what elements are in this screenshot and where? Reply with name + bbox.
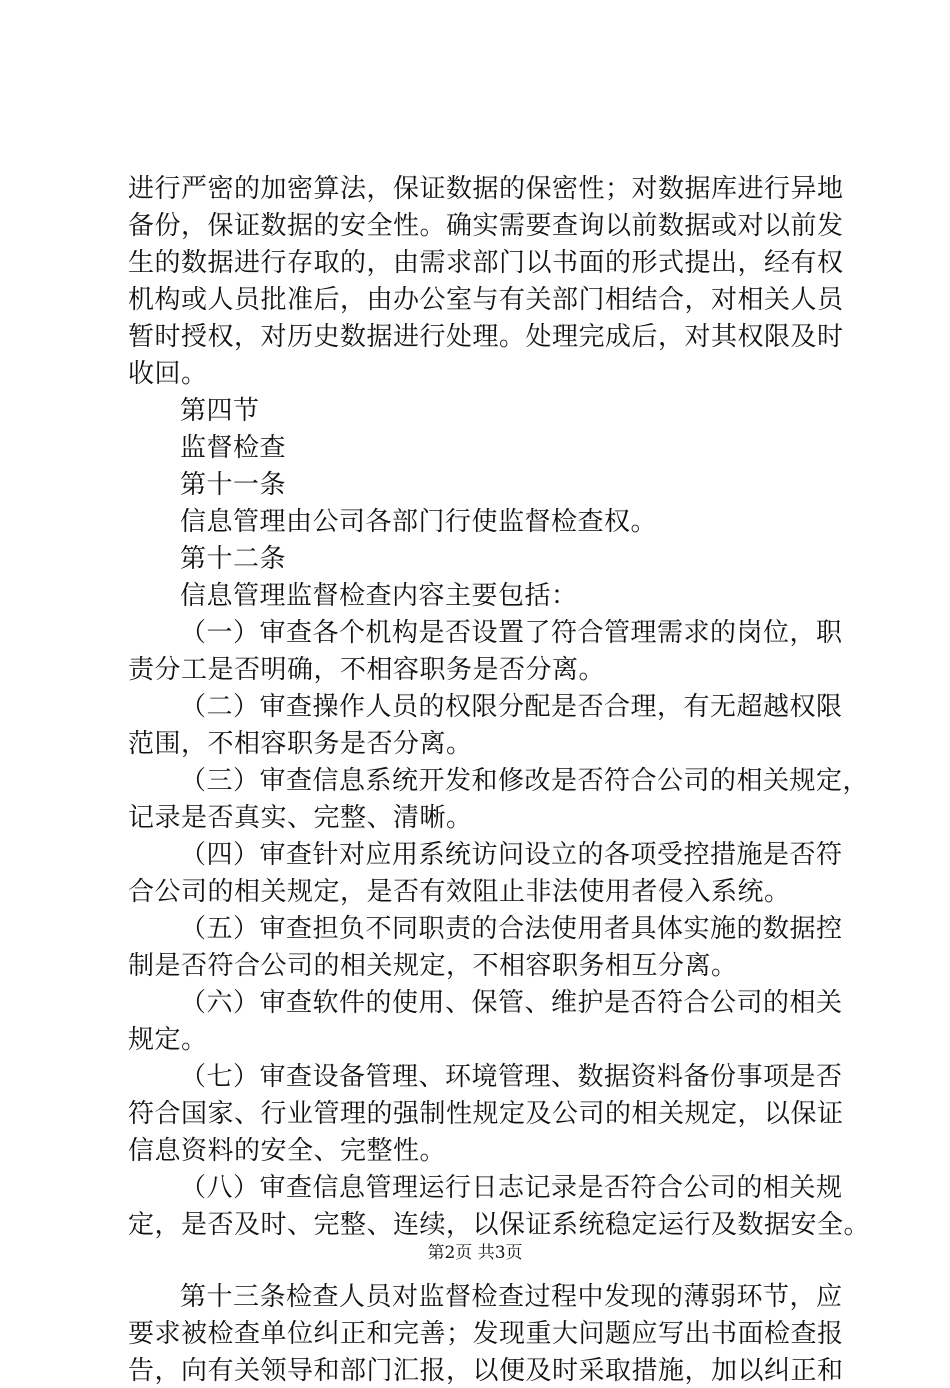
article-heading: 第十二条	[180, 544, 287, 574]
list-item: （六）审查软件的使用、保管、维护是否符合公司的相关	[180, 988, 843, 1018]
text-line: 合公司的相关规定，是否有效阻止非法使用者侵入系统。	[128, 877, 791, 907]
text-line: 暂时授权，对历史数据进行处理。处理完成后，对其权限及时	[128, 322, 844, 352]
list-item: （五）审查担负不同职责的合法使用者具体实施的数据控	[180, 914, 843, 944]
list-item: （七）审查设备管理、环境管理、数据资料备份事项是否	[180, 1062, 843, 1092]
text-line: 记录是否真实、完整、清晰。	[128, 803, 473, 833]
text-line: 生的数据进行存取的，由需求部门以书面的形式提出，经有权	[128, 248, 844, 278]
text-line: 制是否符合公司的相关规定，不相容职务相互分离。	[128, 951, 738, 981]
list-item: （二）审查操作人员的权限分配是否合理，有无超越权限	[180, 692, 843, 722]
text-line: 要求被检查单位纠正和完善；发现重大问题应写出书面检查报	[128, 1319, 844, 1349]
list-item: （三）审查信息系统开发和修改是否符合公司的相关规定，	[180, 766, 870, 796]
list-item: （八）审查信息管理运行日志记录是否符合公司的相关规	[180, 1173, 843, 1203]
article-heading: 第十一条	[180, 470, 287, 500]
list-item: （一）审查各个机构是否设置了符合管理需求的岗位，职	[180, 618, 843, 648]
text-line: 符合国家、行业管理的强制性规定及公司的相关规定，以保证	[128, 1099, 844, 1129]
text-line: 告，向有关领导和部门汇报，以便及时采取措施，加以纠正和	[128, 1356, 844, 1386]
text-line: 机构或人员批准后，由办公室与有关部门相结合，对相关人员	[128, 285, 844, 315]
text-line: 范围，不相容职务是否分离。	[128, 729, 473, 759]
text-line: 信息管理由公司各部门行使监督检查权。	[180, 507, 658, 537]
text-line: 备份，保证数据的安全性。确实需要查询以前数据或对以前发	[128, 211, 844, 241]
text-line: 信息管理监督检查内容主要包括：	[180, 581, 578, 611]
page-footer: 第2页 共3页	[427, 1243, 523, 1263]
text-line: 信息资料的安全、完整性。	[128, 1136, 447, 1166]
text-line: 定，是否及时、完整、连续，以保证系统稳定运行及数据安全。	[128, 1210, 871, 1240]
list-item: （四）审查针对应用系统访问设立的各项受控措施是否符	[180, 840, 843, 870]
text-line: 责分工是否明确，不相容职务是否分离。	[128, 655, 606, 685]
text-line: 收回。	[128, 359, 208, 389]
text-line: 进行严密的加密算法，保证数据的保密性；对数据库进行异地	[128, 174, 844, 204]
section-title: 监督检查	[180, 433, 287, 463]
article-paragraph: 第十三条检查人员对监督检查过程中发现的薄弱环节，应	[180, 1282, 843, 1312]
text-line: 规定。	[128, 1025, 208, 1055]
section-heading: 第四节	[180, 396, 260, 426]
